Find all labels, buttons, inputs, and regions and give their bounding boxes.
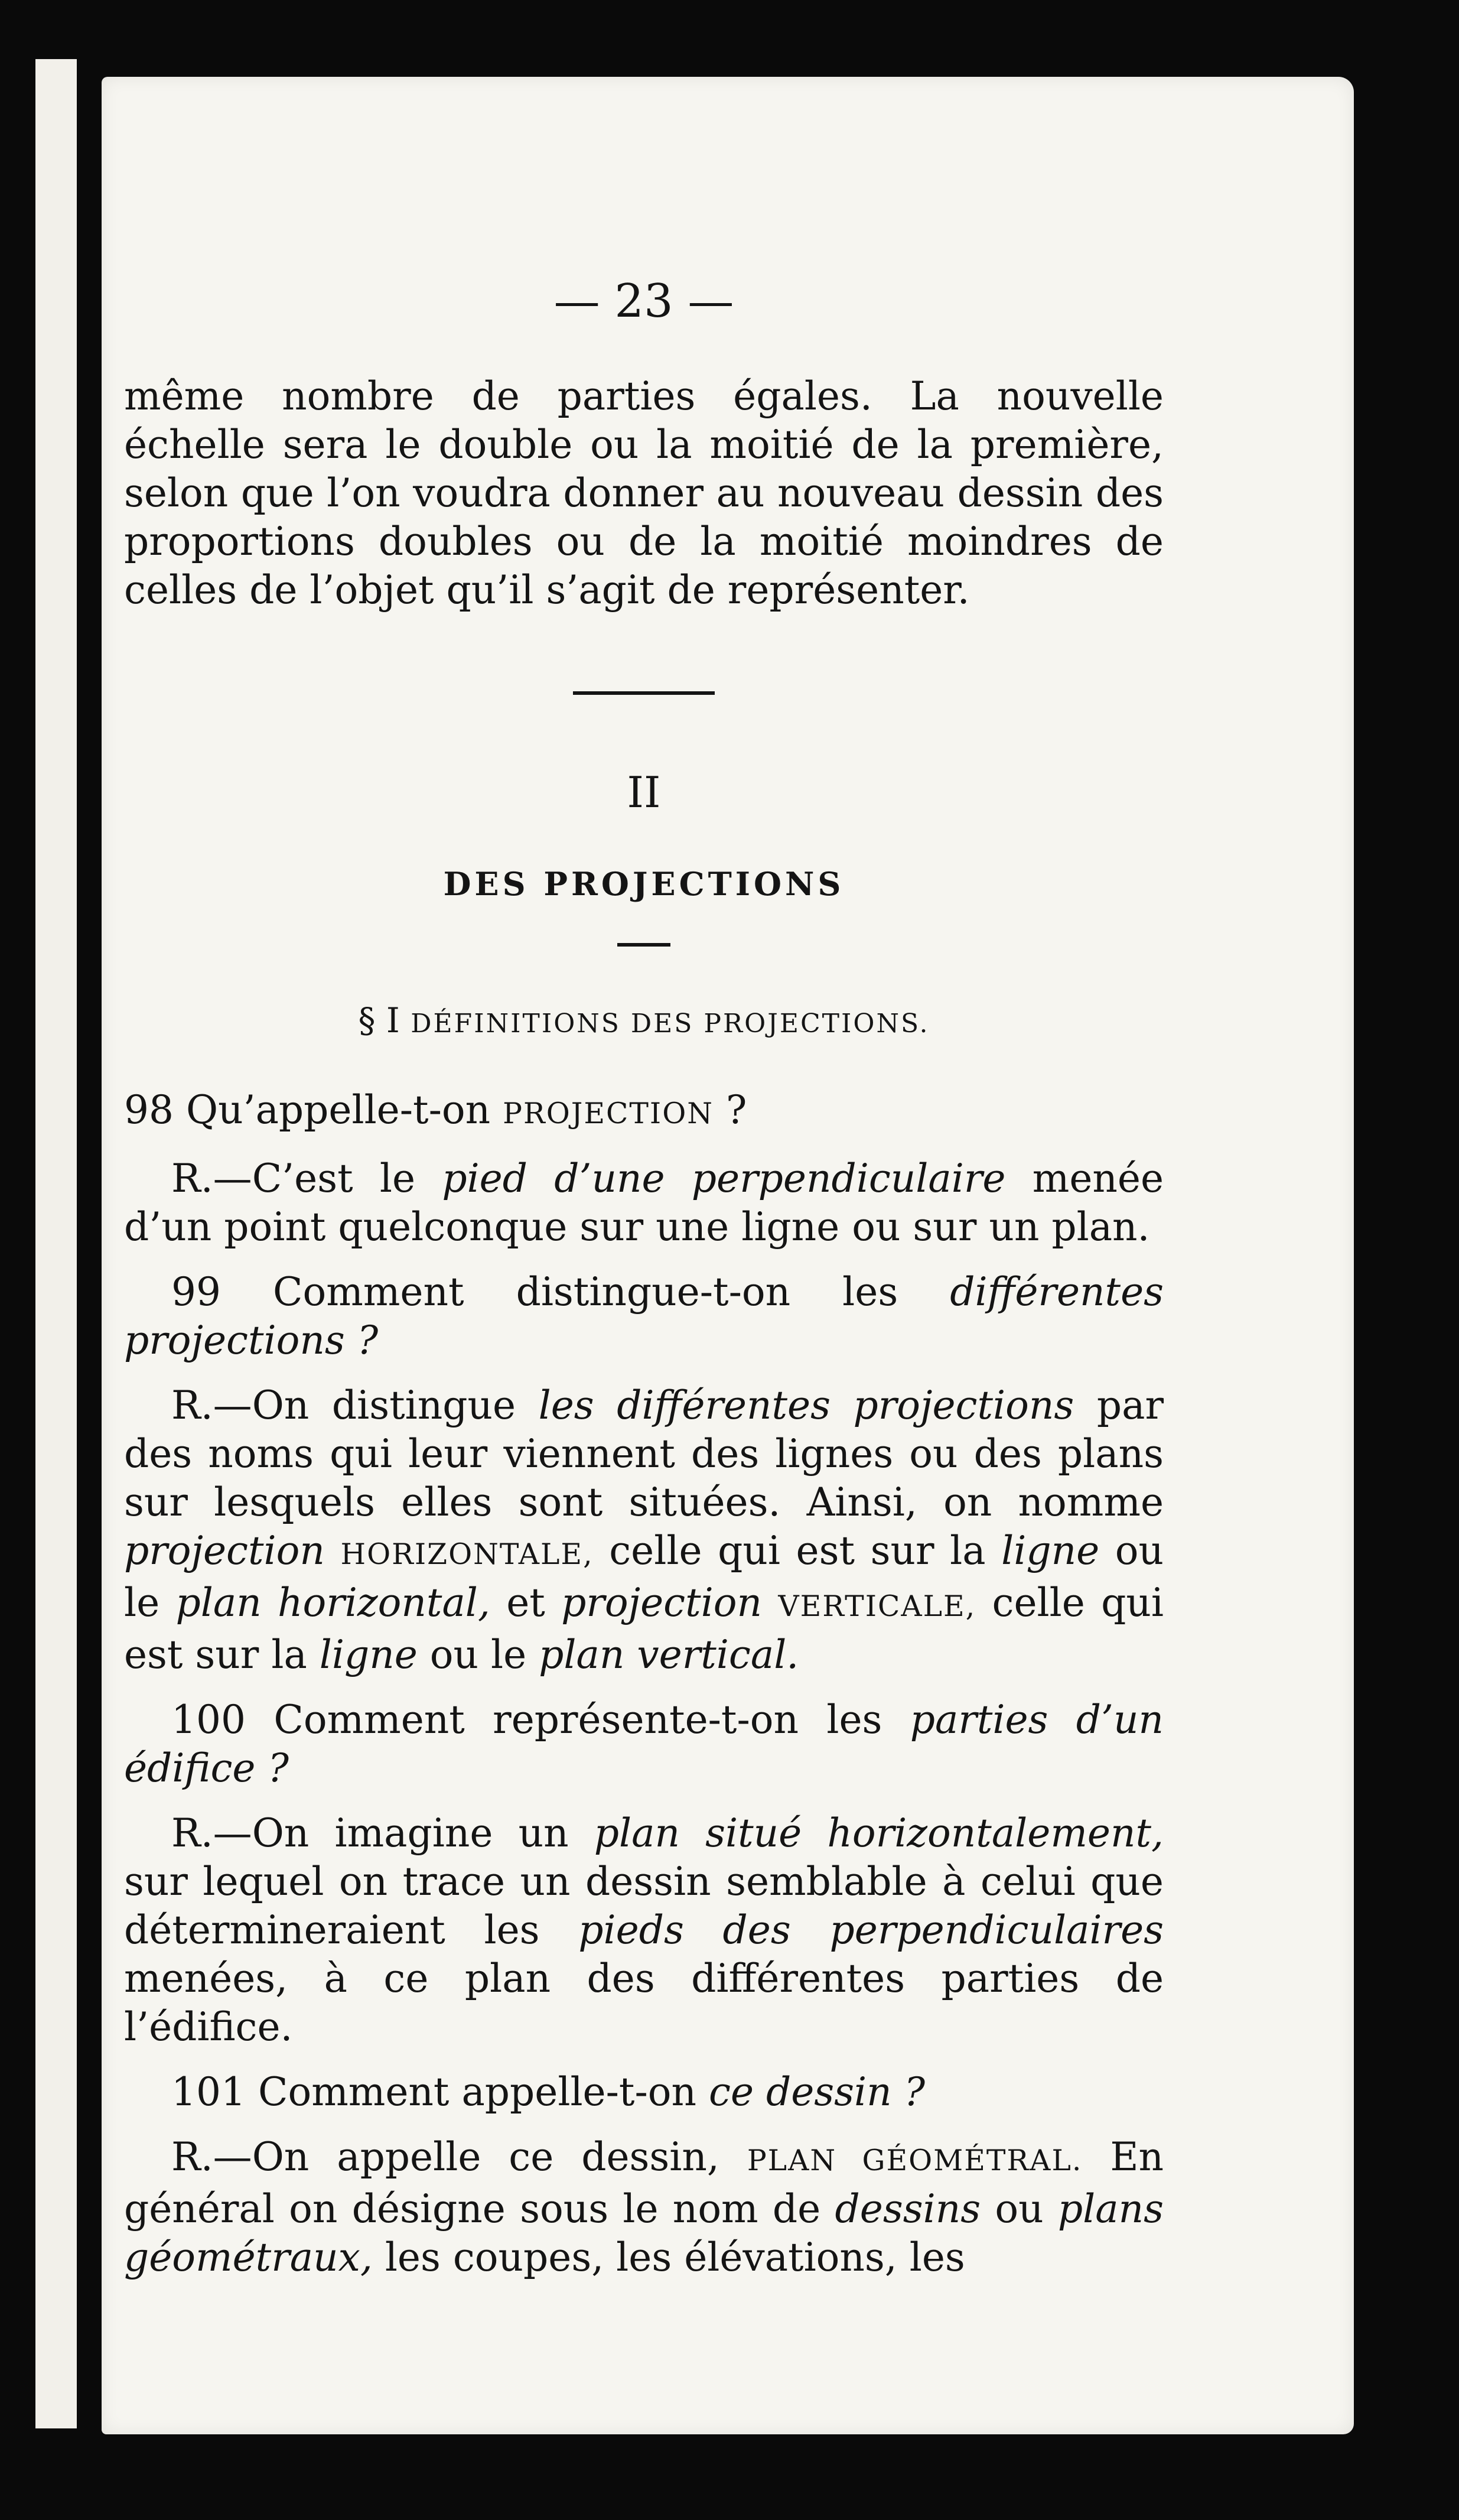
section-divider: [573, 691, 715, 695]
question-text: Comment représente-t-on les: [273, 1697, 882, 1742]
answer-text: ou: [995, 2186, 1044, 2232]
question-number: 100: [171, 1697, 246, 1742]
section-title: DES PROJECTIONS: [443, 865, 845, 903]
answer-101: [124, 2133, 1164, 2282]
answer-emphasis: les différentes projections: [538, 1383, 1074, 1428]
answer-text: et: [506, 1580, 545, 1625]
answer-term: PLAN GÉOMÉTRAL.: [747, 2144, 1083, 2177]
answer-marker: R.—: [171, 2134, 252, 2180]
intro-paragraph: même nombre de parties égales. La nouvelle échelle sera le double ou la moitié de la première, selon que l’on voudra donner au nouveau dessin des proportions doubles ou de la moitié moindres de celles de l’objet qu’il s’agit de représenter.: [124, 373, 1164, 613]
question-101: [124, 2068, 1164, 2116]
answer-term: HORIZONTALE,: [340, 1537, 594, 1571]
answer-marker: R.—: [171, 1156, 252, 1201]
question-emphasis: ce dessin ?: [708, 2069, 926, 2115]
question-number: 101: [171, 2069, 246, 2115]
answer-text: C’est le: [252, 1156, 416, 1201]
question-number: 99: [171, 1269, 221, 1315]
facing-page-edge: [35, 59, 77, 2428]
answer-text: menées, à ce plan des différentes parties de l’édifice.: [124, 1956, 1164, 2050]
subsection-symbol: § I: [358, 1000, 400, 1040]
answer-emphasis: dessins: [835, 2186, 981, 2232]
question-mark: ?: [725, 1087, 747, 1133]
answer-text: En général on désigne sous le nom de: [124, 2134, 1164, 2232]
answer-emphasis: projection: [124, 1528, 325, 1573]
answer-text: par des noms qui leur viennent des lignes ou des plans sur lesquels elles sont situées. Ainsi, on nomme: [124, 1383, 1164, 1525]
answer-emphasis: pieds des perpendiculaires: [578, 1907, 1164, 1953]
question-emphasis: différentes projections ?: [124, 1269, 1164, 1363]
answer-emphasis: plan horizontal,: [175, 1580, 490, 1625]
section-numeral: II: [627, 768, 661, 817]
question-term: PROJECTION: [503, 1097, 714, 1130]
answer-text: On imagine un: [252, 1810, 569, 1856]
answer-text: sur lequel on trace un dessin semblable à celui que détermineraient les: [124, 1859, 1164, 1953]
answer-text: On appelle ce dessin,: [252, 2134, 719, 2180]
page-number: — 23 —: [553, 275, 734, 328]
answer-text: celle qui est sur la: [124, 1580, 1164, 1677]
answer-98: [124, 1155, 1164, 1251]
subsection-title: DÉFINITIONS DES PROJECTIONS.: [411, 1009, 930, 1039]
answer-99: [124, 1381, 1164, 1679]
answer-text: menée d’un point quelconque sur une ligne ou sur un plan.: [124, 1156, 1164, 1250]
answer-emphasis: plans géométraux,: [124, 2186, 1164, 2280]
answer-emphasis: plan situé horizontalement,: [594, 1810, 1164, 1856]
question-text: Comment distingue-t-on les: [273, 1269, 898, 1315]
question-number: 98: [124, 1087, 174, 1133]
question-98: [124, 1086, 1164, 1138]
answer-text: ou le: [429, 1632, 527, 1677]
question-text: Comment appelle-t-on: [258, 2069, 696, 2115]
answer-text: les coupes, les élévations, les: [385, 2235, 965, 2280]
answer-emphasis: pied d’une perpendiculaire: [442, 1156, 1006, 1201]
answer-text: ou le: [124, 1528, 1164, 1625]
answer-emphasis: plan vertical.: [539, 1632, 799, 1677]
answer-100: [124, 1809, 1164, 2051]
page-content: [124, 272, 1164, 2298]
title-rule: [617, 943, 670, 947]
question-text: Qu’appelle-t-on: [185, 1087, 491, 1133]
answer-marker: R.—: [171, 1383, 252, 1428]
answer-emphasis: projection: [561, 1580, 763, 1625]
answer-emphasis: ligne: [1001, 1528, 1100, 1573]
question-99: [124, 1268, 1164, 1365]
question-emphasis: parties d’un édifice ?: [124, 1697, 1164, 1791]
answer-marker: R.—: [171, 1810, 252, 1856]
answer-emphasis: ligne: [319, 1632, 418, 1677]
answer-text: celle qui est sur la: [609, 1528, 986, 1573]
subsection-heading: [124, 994, 1164, 1051]
question-100: [124, 1696, 1164, 1793]
answer-text: On distingue: [252, 1383, 516, 1428]
answer-term: VERTICALE,: [778, 1589, 976, 1623]
